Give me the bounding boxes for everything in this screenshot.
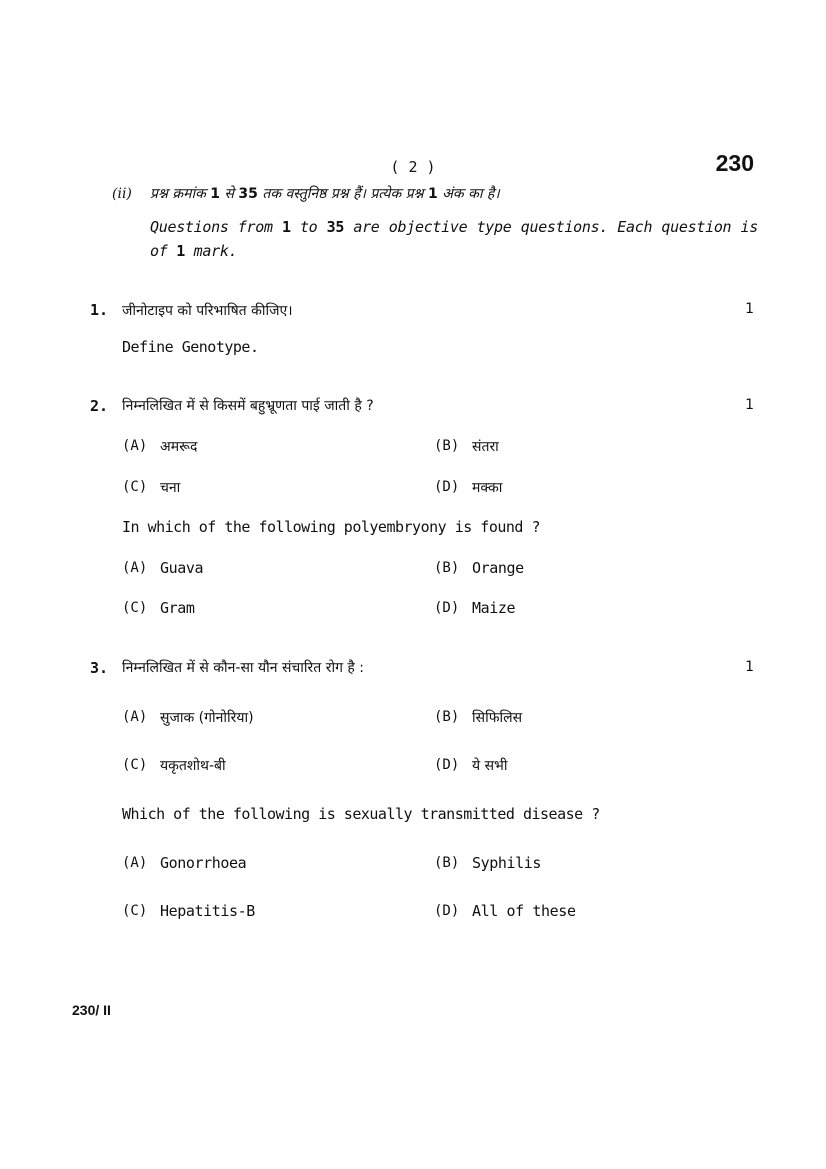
instruction-english-text: Questions from [150,218,273,236]
instruction-english-number: 1 [281,218,291,236]
option-label: (A) [122,709,148,725]
option-label: (D) [434,757,460,773]
option-text: अमरूद [160,439,198,455]
option-label: (B) [434,438,460,454]
question-1-number: 1. [90,301,109,319]
instruction-hindi-text: प्रश्न क्रमांक [150,186,206,202]
instruction-english-text: are objective type questions. Each question is of [150,218,758,260]
option-label: (A) [122,855,148,871]
instruction-hindi-number: 1 [428,186,438,202]
option-text: Orange [472,559,524,577]
question-2-english: In which of the following polyembryony is found ? [122,518,541,536]
instruction-hindi [150,184,500,203]
question-3-marks: 1 [745,659,754,675]
instruction-english-text: to [299,218,318,236]
option-label: (D) [434,600,460,616]
instruction-hindi-text: अंक का है। [442,186,500,202]
instruction-english-number: 35 [326,218,345,236]
option-label: (A) [122,560,148,576]
option-text: संतरा [472,439,499,455]
instruction-english-text: mark. [193,242,238,260]
option-text: Guava [160,559,204,577]
option-text: Gram [160,599,195,617]
option-label: (C) [122,600,148,616]
question-1-hindi: जीनोटाइप को परिभाषित कीजिए। [122,303,293,319]
option-label: (D) [434,903,460,919]
option-text: मक्का [472,480,503,496]
paper-code: 230 [715,150,754,176]
instruction-tag: (ii) [112,186,132,202]
instruction-hindi-number: 35 [238,186,258,202]
option-label: (C) [122,757,148,773]
instruction-hindi-number: 1 [210,186,221,202]
option-text: सिफिलिस [472,710,523,726]
instruction-hindi-text: तक वस्तुनिष्ठ प्रश्न हैं। प्रत्येक प्रश्न [262,186,424,202]
question-3-number: 3. [90,659,109,677]
page-number: ( 2 ) [390,158,436,176]
option-text: Gonorrhoea [160,854,247,872]
option-label: (D) [434,479,460,495]
option-text: सुजाक (गोनोरिया) [160,710,254,726]
question-2-hindi: निम्नलिखित में से किसमें बहुभ्रूणता पाई जाती है ? [122,398,374,414]
question-1-english: Define Genotype. [122,338,259,356]
question-3-english: Which of the following is sexually transmitted disease ? [122,805,600,823]
option-text: Syphilis [472,854,542,872]
option-text: चना [160,480,181,496]
footer-code: 230/ II [72,1002,111,1018]
option-text: Maize [472,599,516,617]
question-3-hindi: निम्नलिखित में से कौन-सा यौन संचारित रोग है : [122,660,364,676]
option-label: (B) [434,709,460,725]
question-2-number: 2. [90,397,109,415]
question-1-marks: 1 [745,301,754,317]
option-text: All of these [472,902,576,920]
option-label: (C) [122,903,148,919]
instruction-english [150,215,758,263]
option-text: ये सभी [472,758,508,774]
option-label: (C) [122,479,148,495]
question-2-marks: 1 [745,397,754,413]
instruction-hindi-text: से [224,186,234,202]
option-label: (A) [122,438,148,454]
instruction-english-number: 1 [176,242,185,260]
option-text: Hepatitis-B [160,902,255,920]
option-text: यकृतशोथ-बी [160,758,226,774]
option-label: (B) [434,560,460,576]
option-label: (B) [434,855,460,871]
